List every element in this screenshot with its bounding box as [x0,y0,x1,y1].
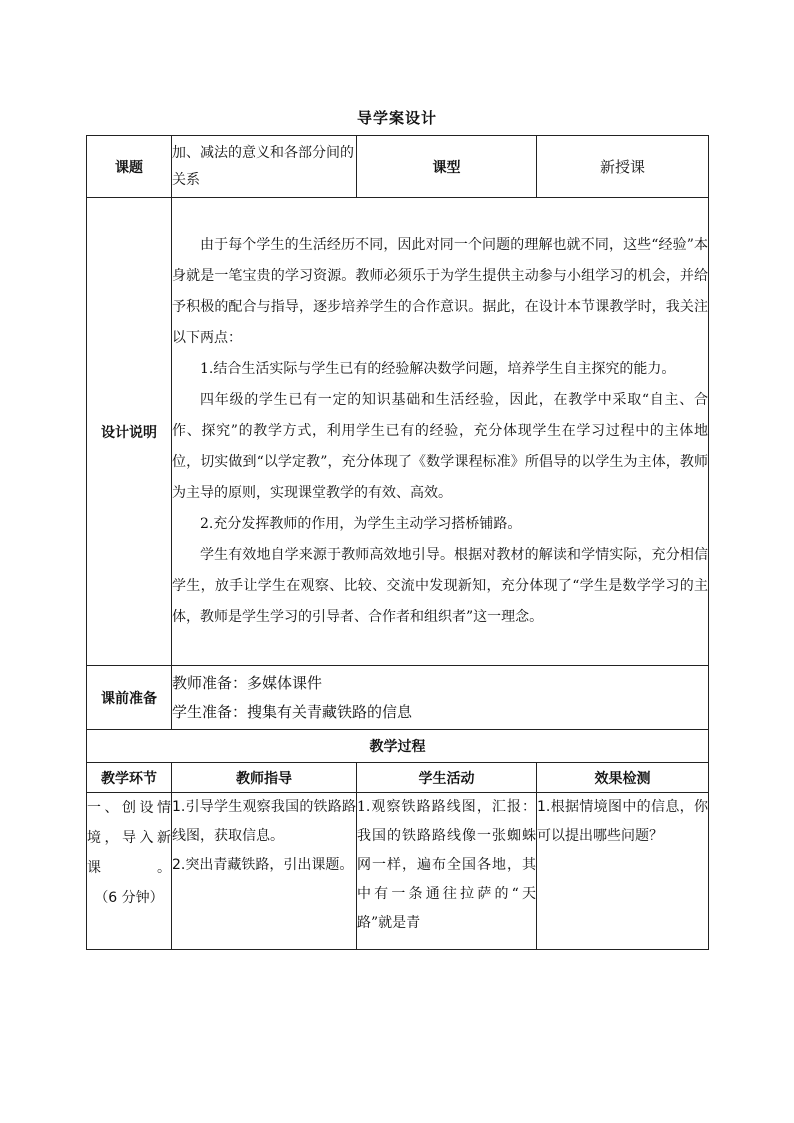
topic-label: 课题 [87,136,172,198]
preparation-row [87,666,709,730]
preparation-content [172,666,709,730]
teacher-preparation: 教师准备：多媒体课件 [172,673,323,692]
column-header-check: 效果检测 [537,763,709,793]
column-header-stage: 教学环节 [87,763,172,793]
student-preparation: 学生准备：搜集有关青藏铁路的信息 [172,702,413,721]
header-row [87,136,709,198]
document-title: 导学案设计 [356,109,437,127]
design-paragraph: 1.结合生活实际与学生已有的经验解决数学问题，培养学生自主探究的能力。 [200,361,676,377]
student-activity-cell [357,793,537,950]
preparation-label: 课前准备 [87,666,172,730]
design-paragraph: 由于每个学生的生活经历不同，因此对同一个问题的理解也就不同，这些“经验”本身就是一笔宝贵的学习资源。教师必须乐于为学生提供主动参与小组学习的机会，并给予积极的配合与指导，逐步培养学生的合作意识。据此，在设计本节课教学时，我关注以下两点： [172,237,708,346]
design-notes-row [87,198,709,666]
design-paragraph: 学生有效地自学来源于教师高效地引导。根据对教材的解读和学情实际，充分相信学生，放手让学生在观察、比较、交流中发现新知，充分体现了“学生是数学学习的主体，教师是学生学习的引导者、合作者和组织者”这一理念。 [172,547,708,625]
process-title-row [87,730,709,763]
process-title: 教学过程 [87,730,709,763]
design-notes-content [172,198,709,666]
stage-cell [87,793,172,950]
stage-time: （6 分钟） [94,890,164,906]
design-paragraph: 2.充分发挥教师的作用，为学生主动学习搭桥铺路。 [200,516,522,532]
design-notes-label: 设计说明 [87,198,172,666]
process-row [87,793,709,950]
process-header-row [87,763,709,793]
column-header-student: 学生活动 [357,763,537,793]
topic-value: 加、减法的意义和各部分间的关系 [172,136,357,198]
design-paragraph: 四年级的学生已有一定的知识基础和生活经验，因此，在教学中采取“自主、合作、探究”的教学方式，利用学生已有的经验，充分体现学生在学习过程中的主体地位，切实做到“以学定教”，充分体现了《数学课程标准》所倡导的以学生为主体，教师为主导的原则，实现课堂教学的有效、高效。 [172,392,708,501]
teacher-guidance-item: 1.引导学生观察我国的铁路路线图，获取信息。 [172,799,356,844]
stage-name: 一、创设情境，导入新课。 [87,800,171,876]
teacher-guidance-item: 2.突出青藏铁路，引出课题。 [172,857,354,873]
teacher-guidance-cell [172,793,357,950]
type-label: 课型 [357,136,537,198]
lesson-plan-table [86,135,709,950]
effect-check-cell [537,793,709,950]
type-value: 新授课 [537,136,709,198]
column-header-teacher: 教师指导 [172,763,357,793]
student-activity-text: 1.观察铁路路线图，汇报：我国的铁路路线像一张蜘蛛网一样，遍布全国各地，其中有一条通往拉萨的“天路”就是青 [357,799,536,931]
effect-check-text: 1.根据情境图中的信息，你可以提出哪些问题？ [537,799,708,844]
